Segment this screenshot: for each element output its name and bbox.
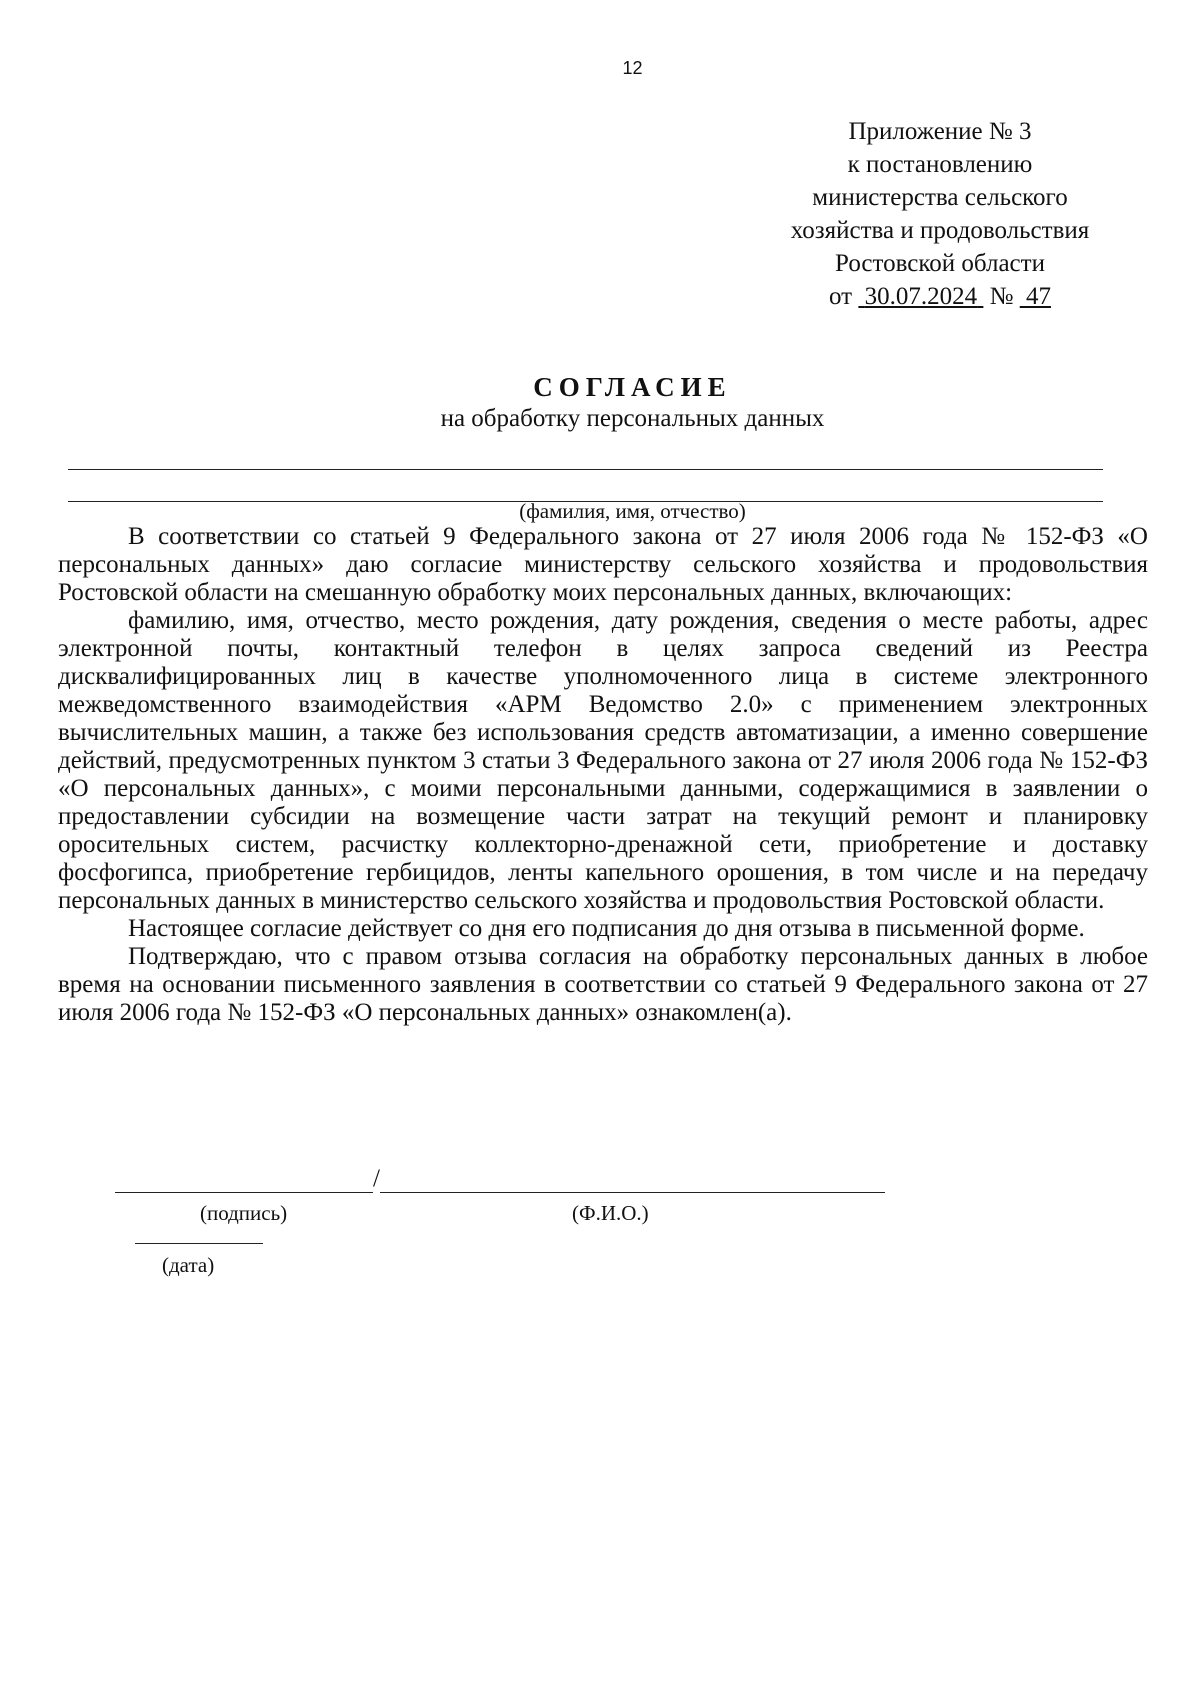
paragraph: Настоящее согласие действует со дня его подписания до дня отзыва в письменной форме. bbox=[128, 915, 1085, 942]
appendix-line: министерства сельского bbox=[812, 184, 1068, 211]
resolution-number: 47 bbox=[1025, 283, 1051, 310]
page-number: 12 bbox=[622, 58, 643, 78]
signature-blank bbox=[115, 1170, 373, 1193]
date-prefix: от bbox=[829, 283, 853, 310]
appendix-block bbox=[760, 115, 1120, 313]
appendix-line: хозяйства и продовольствия bbox=[790, 217, 1090, 244]
fio-caption: (фамилия, имя, отчество) bbox=[519, 499, 746, 523]
signature-separator: / bbox=[373, 1165, 380, 1192]
fio-signature-blank bbox=[380, 1170, 885, 1193]
document-title: СОГЛАСИЕ bbox=[533, 372, 732, 402]
number-prefix: № bbox=[989, 283, 1014, 310]
resolution-date: 30.07.2024 bbox=[864, 283, 978, 310]
paragraph: фамилию, имя, отчество, место рождения, дату рождения, сведения о месте работы, адрес электронной почты, контактный телефон в целях запроса сведений из Реестра дисквалифицированных лиц в качестве уполномоченного лица в системе электронного межведомственного взаимодействия «АРМ Ведомство 2.0» с применением электронных вычислительных машин, а также без использования средств автоматизации, а именно совершение действий, предусмотренных пунктом 3 статьи 3 Федерального закона от 27 июля 2006 года № 152-ФЗ «О персональных данных», с моими персональными данными, содержащимися в заявлении о предоставлении субсидии на возмещение части затрат на текущий ремонт и планировку оросительных систем, расчистку коллекторно-дренажной сети, приобретение и доставку фосфогипса, приобретение гербицидов, ленты капельного орошения, в том числе и на передачу персональных данных в министерство сельского хозяйства и продовольствия Ростовской области. bbox=[58, 607, 1148, 914]
document-subtitle: на обработку персональных данных bbox=[440, 405, 825, 432]
date-caption: (дата) bbox=[162, 1253, 215, 1277]
fio-signature-caption: (Ф.И.О.) bbox=[572, 1201, 649, 1225]
signature-caption: (подпись) bbox=[200, 1201, 288, 1225]
appendix-line: Приложение № 3 bbox=[848, 118, 1032, 145]
appendix-date-line bbox=[760, 280, 1120, 313]
date-blank bbox=[135, 1243, 263, 1244]
appendix-line: Ростовской области bbox=[835, 250, 1045, 277]
signature-line bbox=[115, 1165, 890, 1193]
consent-body bbox=[58, 523, 1148, 1027]
appendix-line: к постановлению bbox=[847, 151, 1033, 178]
paragraph: В соответствии со статьей 9 Федерального закона от 27 июля 2006 года № 152-ФЗ «О персональных данных» даю согласие министерству сельского хозяйства и продовольствия Ростовской области на смешанную обработку моих персональных данных, включающих: bbox=[58, 523, 1148, 606]
fio-blank-line bbox=[68, 469, 1103, 470]
paragraph: Подтверждаю, что с правом отзыва согласия на обработку персональных данных в любое время на основании письменного заявления в соответствии со статьей 9 Федерального закона от 27 июля 2006 года № 152-ФЗ «О персональных данных» ознакомлен(а). bbox=[58, 943, 1148, 1026]
